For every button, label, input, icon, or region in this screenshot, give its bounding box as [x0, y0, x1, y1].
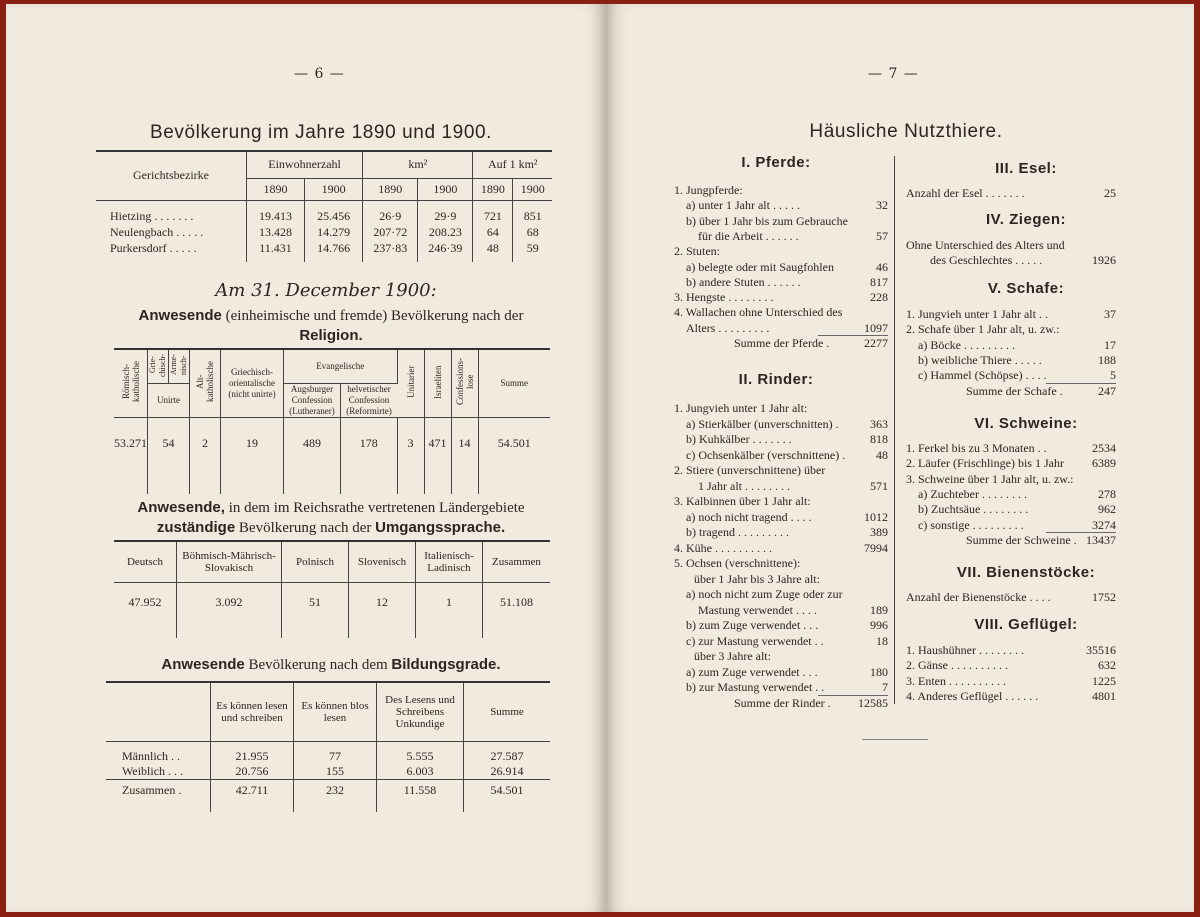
list-item-label: 4. Kühe . . . . . . . . . .	[674, 540, 772, 555]
cell: 2	[190, 418, 221, 470]
group-header: Einwohnerzahl	[247, 152, 363, 178]
cell: 207·72	[363, 224, 418, 240]
list-item-label: b) zum Zuge verwendet . . .	[686, 618, 819, 632]
cell: 25.456	[305, 208, 363, 224]
col-header-text: Grie-chisch-	[148, 353, 167, 377]
sum-label: Summe der Pferde .	[734, 336, 830, 350]
cell: 21.955	[211, 749, 294, 764]
cell: 851	[523, 208, 542, 223]
col-header-empty	[106, 683, 211, 741]
year-header: 1890	[363, 178, 418, 200]
list-item-label: b) tragend . . . . . . . . .	[686, 525, 789, 539]
list-item-label: b) Zuchtsäue . . . . . . . .	[918, 502, 1029, 517]
cell: 471	[424, 418, 451, 470]
end-rule	[862, 739, 928, 740]
list-item-label: über 1 Jahr bis 3 Jahre alt:	[694, 571, 820, 586]
religion-table	[114, 350, 550, 494]
section-heading-ziegen: IV. Ziegen:	[986, 211, 1066, 228]
cell: 155	[294, 764, 377, 780]
list-item-label: 1. Jungvieh unter 1 Jahr alt . .	[906, 307, 1048, 321]
group-header-unirte: Unirte	[148, 384, 190, 418]
col-header	[424, 350, 451, 418]
heading-bold: Anwesende	[161, 656, 245, 673]
list-item-label: c) Ochsenkälber (verschnittene) .	[686, 447, 846, 462]
col-header	[451, 350, 478, 418]
page-title: Häusliche Nutzthiere.	[809, 121, 1003, 142]
cell: 721	[473, 208, 513, 224]
list-item-label: Mastung verwendet . . . .	[698, 602, 817, 617]
list-item-value: 1225	[1092, 673, 1116, 688]
cell: 13.428	[247, 224, 305, 240]
col-header: Böhmisch-Mährisch-Slovakisch	[177, 542, 282, 582]
col-header: Es können blos lesen	[294, 683, 377, 741]
list-item-label: c) zur Mastung verwendet . .	[686, 633, 824, 648]
year-header: 1900	[305, 178, 363, 200]
list-item-label: 1. Haushühner . . . . . . . .	[906, 643, 1024, 657]
table1-title: Bevölkerung im Jahre 1890 und 1900.	[149, 122, 493, 143]
cell: 489	[284, 418, 341, 470]
cell: 1	[416, 582, 483, 622]
table-row	[96, 240, 552, 256]
list-item-value: 278	[1098, 486, 1116, 501]
list-item-value: 389	[870, 525, 888, 539]
district-name: Purkersdorf . . . . .	[96, 240, 247, 256]
heading-text: Bevölkerung nach dem	[244, 657, 392, 673]
list-item-label: 3. Schweine über 1 Jahr alt, u. zw.:	[906, 471, 1074, 486]
cell: 64	[473, 224, 513, 240]
cell: 54.501	[497, 436, 531, 451]
list-item-label: für die Arbeit . . . . . .	[698, 228, 799, 243]
list-item-value: 817	[870, 274, 888, 289]
col-header: Polnisch	[282, 542, 349, 582]
year-header: 1900	[418, 178, 473, 200]
list-item-label: a) noch nicht tragend . . . .	[686, 509, 812, 524]
district-name: Neulengbach . . . . .	[96, 224, 247, 240]
language-table	[114, 542, 550, 638]
list-item-label: 4. Anderes Geflügel . . . . . .	[906, 688, 1039, 703]
left-page	[6, 4, 606, 912]
heading-text: (einheimische und fremde) Bevölkerung nach der	[221, 308, 524, 324]
col-header: Zusammen	[492, 555, 541, 568]
heading-bold: Religion.	[299, 327, 363, 344]
cell: 11.558	[377, 780, 464, 802]
year-header: 1900	[520, 181, 545, 196]
cell: 77	[294, 749, 377, 764]
list-item-label: 3. Hengste . . . . . . . .	[674, 290, 774, 305]
list-item-value: 180	[870, 664, 888, 679]
cell: 19.413	[247, 208, 305, 224]
col-header	[169, 350, 190, 384]
list-item-label: 1. Jungpferde:	[674, 183, 743, 197]
section-heading-pferde: I. Pferde:	[741, 154, 811, 171]
list-item-label: b) über 1 Jahr bis zum Gebrauche	[686, 213, 848, 228]
list-item-label: 1. Ferkel bis zu 3 Monaten . .	[906, 441, 1047, 455]
col-header: Es können lesen und schreiben	[211, 683, 294, 741]
row-label: Weiblich . . .	[106, 764, 211, 780]
section-heading-schweine: VI. Schweine:	[974, 415, 1078, 432]
section-heading-esel: III. Esel:	[995, 160, 1057, 177]
section-heading-schafe: V. Schafe:	[987, 280, 1065, 297]
list-item-label: Ohne Unterschied des Alters und	[906, 238, 1065, 252]
heading-bold: Anwesende	[138, 307, 222, 324]
list-item-value: 46	[876, 259, 888, 274]
col-header-district: Gerichtsbezirke	[96, 152, 247, 200]
col-header: Italienisch-Ladinisch	[416, 542, 483, 582]
list-item-value: 363	[870, 416, 888, 431]
list-item-value: 632	[1098, 658, 1116, 673]
cell: 12	[349, 582, 416, 622]
row-label: Männlich . .	[106, 749, 211, 764]
list-item-value: 25	[1104, 186, 1116, 200]
cell: 47.952	[114, 582, 177, 622]
sum-value: 2277	[864, 336, 888, 350]
table-row	[114, 582, 550, 622]
list-item-label: c) Hammel (Schöpse) . . . .	[918, 368, 1047, 383]
sum-value: 12585	[858, 695, 888, 710]
year-header: 1890	[247, 178, 305, 200]
list-item-label: Alters . . . . . . . . .	[686, 320, 770, 335]
sum-value: 13437	[1086, 532, 1116, 547]
cell: 208.23	[418, 224, 473, 240]
group-header: Auf 1 km²	[473, 152, 552, 178]
cell: 29·9	[418, 208, 473, 224]
list-item-value: 2534	[1092, 441, 1116, 455]
col-header: Griechisch-orientalische (nicht unirte)	[221, 350, 284, 418]
col-header: Summe	[490, 705, 524, 718]
list-item-value: 6389	[1092, 456, 1116, 471]
table-row	[96, 224, 552, 240]
page-number-right: — 7 —	[868, 66, 919, 82]
list-item-label: c) sonstige . . . . . . . . .	[918, 517, 1024, 532]
list-item-label: b) zur Mastung verwendet . .	[686, 680, 825, 694]
list-item-value: 1926	[1092, 253, 1116, 268]
col-header-text: Confessions-lose	[454, 358, 475, 406]
list-item-label: 3. Enten . . . . . . . . . .	[906, 673, 1006, 688]
heading-bold: zuständige	[156, 519, 236, 536]
list-item-value: 228	[870, 290, 888, 305]
section-heading-gefluegel: VIII. Geflügel:	[974, 616, 1078, 633]
list-item-value: 3274	[1092, 517, 1116, 532]
heading-bold: Anwesende,	[137, 499, 225, 516]
cell: 20.756	[211, 764, 294, 780]
cell: 59	[526, 240, 539, 255]
list-item-value: 48	[876, 447, 888, 462]
cell: 68	[526, 224, 539, 239]
col-header: Deutsch	[114, 542, 177, 582]
list-item-value: 18	[876, 633, 888, 648]
list-item-label: 3. Kalbinnen über 1 Jahr alt:	[674, 494, 811, 508]
col-header	[148, 350, 169, 384]
table2-heading	[106, 306, 556, 346]
list-item-label: Anzahl der Esel . . . . . . .	[906, 186, 1025, 200]
year-header: 1890	[473, 178, 513, 200]
list-item-label: 2. Gänse . . . . . . . . . .	[906, 658, 1008, 673]
list-item-label: a) zum Zuge verwendet . . .	[686, 664, 818, 679]
row-label: Zusammen .	[106, 780, 211, 802]
list-item-label: b) andere Stuten . . . . . .	[686, 274, 801, 289]
cell: 14.279	[305, 224, 363, 240]
list-item-label: 2. Läufer (Frischlinge) bis 1 Jahr	[906, 456, 1064, 471]
list-item-label: a) Böcke . . . . . . . . .	[918, 337, 1015, 352]
list-item-label: 2. Stiere (unverschnittene) über	[674, 463, 826, 477]
cell: 3.092	[177, 582, 282, 622]
list-item-value: 57	[876, 228, 888, 243]
list-item-label: a) Stierkälber (unverschnitten) .	[686, 416, 839, 431]
list-item-value: 4801	[1092, 688, 1116, 703]
cell: 53.271	[114, 418, 148, 470]
heading-text: in dem im Reichsrathe vertretenen Ländergebiete	[224, 500, 525, 516]
table-row	[106, 764, 550, 780]
cell: 54.501	[490, 783, 524, 798]
table4-heading	[106, 655, 556, 675]
page-number-left: — 6 —	[294, 66, 345, 82]
cell: 27.587	[490, 749, 524, 763]
col-header	[114, 350, 148, 418]
cell: 11.431	[247, 240, 305, 256]
section-heading-rinder: II. Rinder:	[738, 371, 814, 388]
sum-rule	[818, 695, 888, 696]
table-row	[96, 208, 552, 224]
right-page	[606, 4, 1194, 912]
sum-label: Summe der Schweine .	[966, 532, 1077, 547]
list-item-value: 1012	[864, 509, 888, 524]
list-item-value: 5	[1110, 368, 1116, 383]
cell: 26.914	[490, 764, 524, 778]
sum-rule	[1046, 383, 1116, 384]
list-item-label: 5. Ochsen (verschnittene):	[674, 556, 801, 570]
cell: 237·83	[363, 240, 418, 256]
list-item-label: Anzahl der Bienenstöcke . . . .	[906, 590, 1051, 604]
list-item-value: 188	[1098, 352, 1116, 367]
list-item-label: 1. Jungvieh unter 1 Jahr alt:	[674, 401, 808, 415]
heading-bold: Bildungsgrade.	[391, 656, 501, 673]
cell: 5.555	[377, 749, 464, 764]
education-table	[106, 683, 550, 812]
list-item-value: 32	[876, 198, 888, 213]
col-header-text: Unitarier	[405, 365, 416, 399]
cell: 51.108	[500, 594, 533, 609]
list-item-value: 1752	[1092, 590, 1116, 604]
list-item-value: 962	[1098, 502, 1116, 517]
cell: 246·39	[418, 240, 473, 256]
cell: 42.711	[211, 780, 294, 802]
sum-value: 247	[1098, 383, 1116, 398]
col-header-text: Alt-katholische	[195, 361, 215, 403]
list-item-value: 37	[1104, 307, 1116, 321]
sum-rule	[818, 335, 888, 336]
list-item-label: 2. Schafe über 1 Jahr alt, u. zw.:	[906, 322, 1060, 337]
dateline: Am 31. December 1900:	[215, 280, 437, 301]
col-header: Augsburger Confession (Lutheraner)	[284, 384, 341, 418]
col-header-text: Römisch-katholische	[120, 361, 141, 403]
list-item-label: 2. Stuten:	[674, 244, 721, 259]
table-row	[106, 749, 550, 764]
list-item-value: 996	[870, 618, 888, 632]
cell: 14	[451, 418, 478, 470]
column-divider	[894, 156, 895, 704]
cell: 48	[473, 240, 513, 256]
list-item-label: b) Kuhkälber . . . . . . .	[686, 432, 792, 446]
col-header-text: Arme-nisch-	[169, 354, 188, 376]
list-item-value: 7994	[864, 540, 888, 555]
cell: 51	[282, 582, 349, 622]
col-header: Des Lesens und Schreibens Unkundige	[377, 683, 464, 741]
list-item-label: a) unter 1 Jahr alt . . . . .	[686, 198, 800, 213]
list-item-label: 4. Wallachen ohne Unterschied des	[674, 305, 843, 320]
cell: 178	[341, 418, 398, 470]
list-item-label: des Geschlechtes . . . . .	[930, 253, 1043, 268]
cell: 3	[397, 418, 424, 470]
table3-heading	[106, 498, 556, 538]
list-item-label: a) Zuchteber . . . . . . . .	[918, 486, 1027, 501]
cell: 26·9	[363, 208, 418, 224]
list-item-value: 17	[1104, 337, 1116, 352]
list-item-label: a) noch nicht zum Zuge oder zur	[686, 587, 843, 601]
list-item-label: a) belegte oder mit Saugfohlen	[686, 259, 834, 274]
col-header: Slovenisch	[349, 542, 416, 582]
population-table	[96, 152, 552, 262]
list-item-value: 1097	[864, 320, 888, 335]
group-header-evangelisch: Evangelische	[284, 350, 398, 384]
list-item-value: 818	[870, 432, 888, 446]
list-item-value: 571	[870, 478, 888, 493]
cell: 19	[221, 418, 284, 470]
table-row	[106, 780, 550, 802]
list-item-value: 7	[882, 680, 888, 694]
list-item-label: 1 Jahr alt . . . . . . . .	[698, 478, 790, 493]
sum-rule	[1046, 532, 1116, 533]
heading-bold: Umgangssprache.	[375, 519, 506, 536]
list-item-value: 189	[870, 602, 888, 617]
list-item-value: 35516	[1086, 643, 1116, 657]
district-name: Hietzing . . . . . . .	[96, 208, 247, 224]
list-item-label: über 3 Jahre alt:	[694, 649, 771, 663]
table-row	[114, 418, 550, 470]
col-header: helvetischer Confession (Reformirte)	[346, 384, 392, 416]
col-header: Summe	[500, 378, 528, 388]
col-header-text: Israeliten	[432, 365, 443, 399]
col-header	[397, 350, 424, 418]
cell: 54	[148, 418, 190, 470]
heading-text: Bevölkerung nach der	[235, 520, 376, 536]
group-header: km²	[363, 152, 473, 178]
sum-label: Summe der Schafe .	[966, 383, 1063, 398]
list-item-label: b) weibliche Thiere . . . . .	[918, 352, 1042, 367]
section-heading-bienen: VII. Bienenstöcke:	[956, 564, 1096, 581]
col-header	[190, 350, 221, 418]
sum-label: Summe der Rinder .	[734, 695, 831, 710]
cell: 6.003	[377, 764, 464, 780]
cell: 232	[294, 780, 377, 802]
cell: 14.766	[305, 240, 363, 256]
